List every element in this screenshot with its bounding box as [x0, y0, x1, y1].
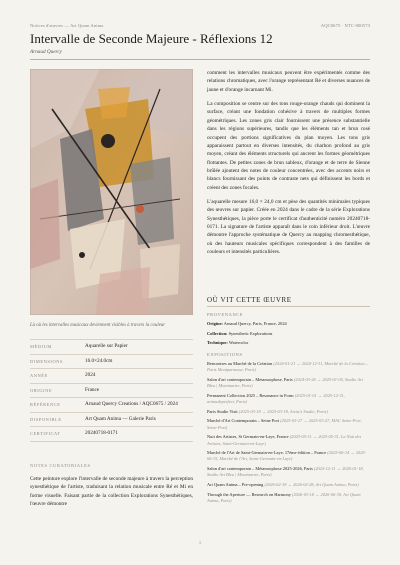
exhibition-item — [207, 492, 370, 505]
exhibition-detail: (2025-01-01 → 2025-12-31, artmadeperfect, Paris) — [207, 392, 345, 405]
metadata-row-origin — [30, 384, 193, 399]
exhibition-name: Art Quam Anima – Pre-opening — [207, 481, 264, 487]
exhibition-name: Marché de l'Art de Saint-Germain-en-Laye, 17ème édition – France — [207, 450, 327, 456]
metadata-value: Art Quam Anima — Galerie Paris — [85, 415, 156, 422]
origin-label: Origine: — [207, 321, 223, 326]
metadata-key: MÉDIUM — [30, 344, 52, 349]
exhibition-item — [207, 393, 370, 406]
provenance-divider — [207, 306, 370, 307]
origin-value: Arnaud Quercy, Paris, France, 2024 — [223, 321, 287, 326]
metadata-row-reference — [30, 398, 193, 413]
metadata-key: ANNÉE — [30, 373, 48, 379]
exhibition-detail: (2026-02-18 → 2026-02-28, Art Quam Anima, Paris) — [264, 481, 359, 487]
metadata-value: Aquarelle sur Papier — [85, 343, 128, 349]
header-divider — [30, 59, 370, 60]
exhibition-item — [207, 466, 370, 479]
metadata-key: DISPONIBLE — [30, 416, 62, 422]
header-left: Notices d'œuvres — Art Quam Anima — [30, 23, 104, 28]
exhibition-name: Permanent Collection 2025 – Resonance in Form — [207, 392, 294, 398]
provenance-technique — [207, 340, 370, 347]
description-paragraph: comment les intervalles musicaux peuvent être expérimentés comme des relations chromatiques, avec l'orange représentant Ré et diverses nuances de jaune et d'orange incarnant Mi. — [207, 70, 370, 93]
exhibition-item — [207, 434, 370, 447]
curatorial-notes-paragraph: Cette peinture explore l'intervalle de seconde majeure à travers la perception synesthétique de l'artiste, traduisant la relation musicale entre Ré et Mi en forme visuelle. Faisant partie de la collection Explorations Synesthétiques, l'œuvre démontre — [30, 476, 193, 508]
description-paragraph: La composition se centre sur des tons rouge-orange chauds qui dominent la surface, créant une fondation cohésive à travers de multiples formes géométriques. Les zones gris clair fournissent une présence substantielle dans les régions supérieures, tandis que les éléments tan et brun rosé occupent des portions significatives du plan moyen. Les tons gris apparaissent partout en diverses intensités, du charbon profond au gris moyen, créant des éléments structurels qui ancrent les formes géométriques flottantes. De petites zones de brun sableux, d'orange et de terre de Sienne brûlée ajoutent des notes de couleur concentrées, avec des accents noirs et blancs fournissant des points de contraste nets qui définissent les bords et créent des zones focales. — [207, 101, 370, 191]
metadata-key: DIMENSIONS — [30, 358, 64, 364]
curatorial-notes-heading: NOTES CURATORIALES — [30, 463, 91, 468]
artwork-caption: Là où les intervalles musicaux deviennent visibles à travers la couleur — [30, 323, 166, 328]
provenance-collection — [207, 331, 370, 338]
provenance-section — [207, 312, 370, 507]
metadata-value: 16.0×24.0cm — [85, 357, 113, 364]
exhibition-name: Marché d'Art Contemporain – Seine Port — [207, 418, 280, 424]
exhibition-name: Salon d'art contemporain – Metamorphose, Paris — [207, 376, 293, 382]
artwork-image — [30, 69, 193, 315]
exhibition-item — [207, 482, 370, 488]
description-paragraph: L'aquarelle mesure 16,0 × 24,0 cm et pèse des quantités minimales typiques des œuvres sur papier. Créée en 2024 dans le cadre de la série Explorations Synesthétiques, la pièce porte le certificat d'authenticité numéro 20240718-0171. La signature de l'artiste apparaît dans le coin inférieur droit. L'œuvre démontre l'approche systématique de Quercy au mapping chromesthétique, où des hauteurs musicales spécifiques correspondent à des familles de couleurs et intensités particulières. — [207, 199, 370, 256]
metadata-value: Arnaud Quercy Creations / AQC0675 / 2024 — [85, 401, 178, 408]
exhibition-name: Salon d'art contemporain – Métamorphose 2025-2026, Paris — [207, 466, 313, 472]
exhibition-detail: (2025-05-31 → 2025-05-31, La Nuit des Artistes, Saint-Germain-en-Laye) — [207, 434, 362, 446]
provenance-origin — [207, 321, 370, 328]
description-column — [207, 69, 370, 263]
metadata-key: RÉFÉRENCE — [30, 402, 61, 408]
provenance-heading: PROVENANCE — [207, 312, 244, 317]
metadata-table — [30, 339, 193, 442]
metadata-key: ORIGINE — [30, 387, 53, 393]
running-header — [30, 23, 370, 28]
metadata-value: 20240718-0171 — [85, 430, 118, 437]
exhibition-item — [207, 450, 370, 463]
exhibition-item — [207, 361, 370, 374]
technique-value: Watercolor — [228, 340, 249, 346]
collection-value: Synesthetic Explorations — [228, 330, 273, 336]
metadata-key: CERTIFICAT — [30, 431, 61, 437]
metadata-value: 2024 — [85, 372, 96, 379]
header-reference: AQC0675 · NTC-000573 — [320, 23, 370, 28]
exhibitions-list — [207, 352, 370, 504]
exhibition-name: Paris Studio Visit — [207, 408, 238, 414]
metadata-row-medium — [30, 339, 193, 355]
technique-label: Technique: — [207, 340, 228, 346]
exhibition-item — [207, 377, 370, 390]
provenance-section-title: OÙ VIT CETTE ŒUVRE — [207, 296, 292, 304]
exhibition-name: Through the Aperture — Research on Harmony — [207, 491, 291, 497]
metadata-row-dimensions — [30, 355, 193, 370]
exhibition-detail: (2025-03-27 → 2025-03-27, MAC Seine-Port, Seine-Port) — [207, 418, 362, 430]
page-title: Intervalle de Seconde Majeure - Réflexions 12 — [30, 31, 273, 46]
exhibition-detail: (2024-01-21 → 2024-12-31, Marché de la Création – Paris Montparnasse, Paris) — [207, 360, 368, 373]
metadata-row-year — [30, 369, 193, 384]
exhibition-detail: (2026-03-18 → 2026-06-30, Art Quam Anima, Paris) — [207, 491, 361, 503]
exhibition-item — [207, 418, 370, 431]
page-number: 1 — [198, 540, 202, 545]
metadata-row-certificate — [30, 427, 193, 442]
exhibition-detail: (2025-03-18 → 2025-03-18, Artist's Studio, Paris) — [238, 408, 328, 414]
collection-label: Collection: — [207, 330, 228, 336]
metadata-value: France — [85, 386, 100, 393]
exhibition-detail: (2025-06-14 → 2025-06-15, Marché de l'Art, Saint-Germain-en-Laye) — [207, 450, 367, 462]
exhibitions-heading: EXPOSITIONS — [207, 351, 243, 357]
exhibition-item — [207, 409, 370, 415]
metadata-row-availability — [30, 413, 193, 428]
artwork-painting — [30, 69, 193, 315]
exhibition-name: Rencontres au Marché de la Création — [207, 360, 273, 366]
exhibition-detail: (2025-12-11 → 2026-01-18, Studio Art Bleu | Montmartre, Paris) — [207, 466, 364, 478]
artist-name: Arnaud Quercy — [30, 49, 62, 55]
exhibition-name: Nuit des Artistes, St Germain-en-Laye, France — [207, 434, 289, 440]
exhibition-detail: (2024-03-26 → 2025-01-05, Studio Art Bleu | Montmartre, Paris) — [207, 376, 363, 389]
